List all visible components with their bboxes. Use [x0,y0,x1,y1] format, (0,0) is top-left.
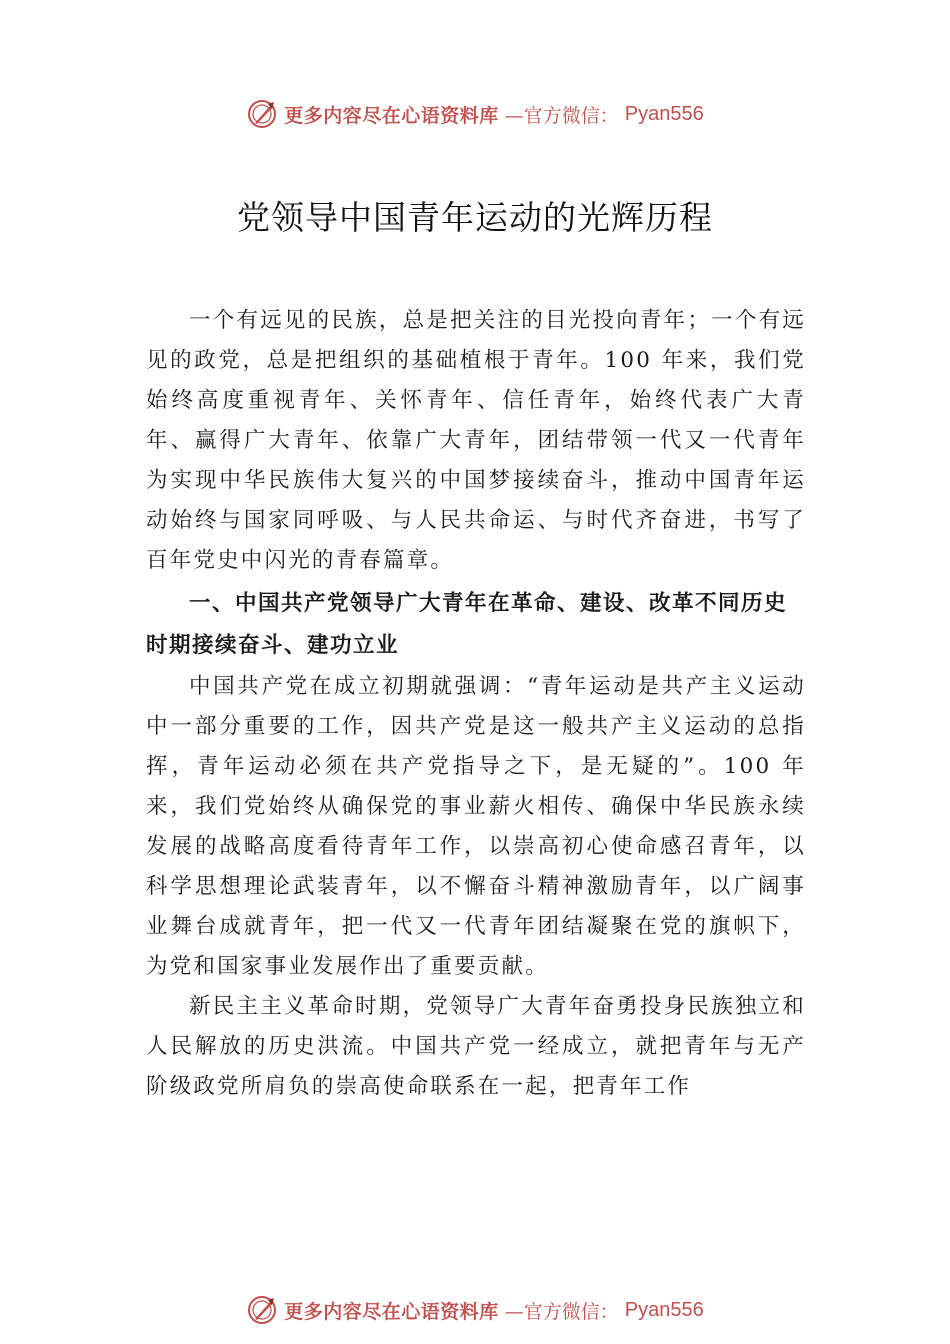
quill-logo-icon [246,98,278,130]
watermark-separator: —官方微信： [504,104,619,127]
watermark-text: 更多内容尽在心语资料库 [284,104,499,127]
quill-logo-icon [246,1294,278,1326]
body-paragraph: 中国共产党在成立初期就强调：“青年运动是共产主义运动中一部分重要的工作，因共产党是这一般共产主义运动的总指挥，青年运动必须在共产党指导之下，是无疑的”。100 年来，我们党始终从确保党的事业薪火相传、确保中华民族永续发展的战略高度看待青年工作，以崇高初心使命感召青年，以科学思想理论武装青年，以不懈奋斗精神激励青年，以广阔事业舞台成就青年，把一代又一代青年团结凝聚在党的旗帜下，为党和国家事业发展作出了重要贡献。 [146,674,806,979]
watermark-text: 更多内容尽在心语资料库 [284,1300,499,1323]
header-watermark [0,96,950,132]
section-heading: 一、中国共产党领导广大青年在革命、建设、改革不同历史时期接续奋斗、建功立业 [146,591,788,658]
document-body [146,301,806,1107]
footer-watermark [0,1292,950,1328]
body-paragraph: 新民主主义革命时期，党领导广大青年奋勇投身民族独立和人民解放的历史洪流。中国共产党一经成立，就把青年与无产阶级政党所肩负的崇高使命联系在一起，把青年工作 [146,994,806,1099]
watermark-wechat-id: Pyan556 [624,1298,704,1321]
intro-paragraph: 一个有远见的民族，总是把关注的目光投向青年；一个有远见的政党，总是把组织的基础植根于青年。100 年来，我们党始终高度重视青年、关怀青年、信任青年，始终代表广大青年、赢得广大青年、依靠广大青年，团结带领一代又一代青年为实现中华民族伟大复兴的中国梦接续奋斗，推动中国青年运动始终与国家同呼吸、与人民共命运、与时代齐奋进，书写了百年党史中闪光的青春篇章。 [146,308,806,573]
watermark-separator: —官方微信： [504,1300,619,1323]
document-title: 党领导中国青年运动的光辉历程 [237,198,713,237]
watermark-wechat-id: Pyan556 [624,102,704,125]
